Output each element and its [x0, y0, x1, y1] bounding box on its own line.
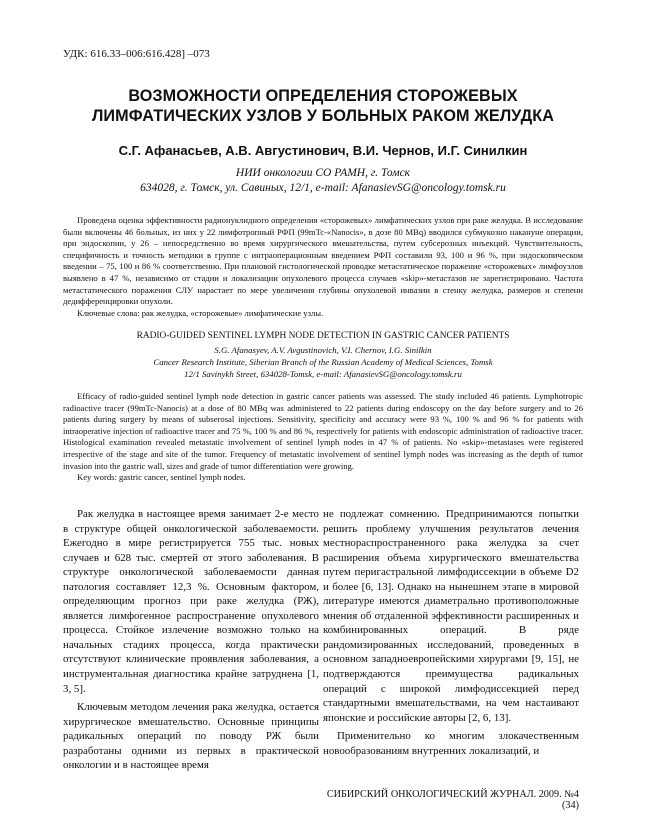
body-column-right: [323, 507, 579, 758]
journal-footer: СИБИРСКИЙ ОНКОЛОГИЧЕСКИЙ ЖУРНАЛ. 2009. №4 (34): [326, 789, 579, 811]
abstract-en-text: Efficacy of radio-guided sentinel lymph node detection in gastric cancer patients was assessed. The study included 46 patients. Lymphotropic radioactive tracer (99mTc-Nanocis) at a dose of 80 MBq was administered to 22 patients during endoscopy on the day before surgery and to 26 patients during surgery by means of subserosal injections. Sensitivity, specificity and accuracy were 93 %, 100 % and 96 % for patients with intraoperative injection of radioactive tracer and 75 %, 100 % and 86 %, respectively for patients with endoscopic administration of radioactive tracer. Histological examination revealed metastatic involvement of sentinel lymph nodes in 47 % of patients. No «skip»-metastases were registered irrespective of the stage and site of the tumor. Frequency of metastatic involvement of sentinel lymph nodes was increasing as the depth of tumor invasion into the gastric wall, sizes and grade of tumor differentiation were growing.: [63, 391, 583, 471]
affiliation-line-2: 634028, г. Томск, ул. Савиных, 12/1, e-mail: AfanasievSG@oncology.tomsk.ru: [140, 182, 506, 194]
keywords-en: Key words: gastric cancer, sentinel lymph nodes.: [77, 472, 246, 483]
title-line-1: ВОЗМОЖНОСТИ ОПРЕДЕЛЕНИЯ СТОРОЖЕВЫХ: [128, 87, 518, 105]
abstract-ru-text: Проведена оценка эффективности радионуклидного определения «сторожевых» лимфатических узлов при раке желудка. В исследование были включены 46 больных, из них у 22 лимфотропный РФП (99mTc-«Nanocis», в дозе 80 MBq) вводился субмукозно накануне операции, при эндоскопии, у 26 – непосредственно во время хирургического вмешательства, путем субсерозных инъекций. Чувствительность, специфичность и точность методики в группе с интраоперационным введением РФП составили 93, 100 и 96 %, при эндоскопическом введении – 75, 100 и 86 % соответственно. При плановой гистологической проводке метастатическое поражение «сторожевых» лимфоузлов выявлено в 47 %, независимо от стадии и локализации опухолевого процесса случаев «skip»-метастазов не зарегистрировано. Частота метастатического поражения СЛУ нарастает по мере увеличения глубины опухолевой инвазии в стенку желудка, размеров и степени дедифференцировки опухоли.: [63, 215, 583, 307]
body-paragraph: Применительно ко многим злокачественным новообразованиям внутренних локализаций, и: [323, 730, 579, 757]
udc-code: УДК: 616.33–006:616.428] –073: [63, 48, 210, 60]
abstract-ru: [63, 215, 583, 319]
body-paragraph: не подлежат сомнению. Предпринимаются попытки решить проблему улучшения результатов лечения местнораспространенного рака желудка за счет расширения объема хирургического вмешательства путем перигастральной лимфодиссекции в объеме D2 и более [6, 13]. Однако на нынешнем этапе в мировой литературе имеются диаметрально противоположные мнения об отдаленной эффективности расширенных и комбинированных операций. В ряде рандомизированных исследований, проведенных в основном западноевропейскими хирургами [9, 15], не подтверждаются преимущества радикальных операций с широкой лимфодиссекцией перед стандартными вмешательствами, на чем настаивают японские и российские авторы [2, 6, 13].: [323, 508, 579, 724]
body-column-left: [63, 507, 319, 773]
article-title: [40, 86, 606, 126]
affiliation-en-line-2: 12/1 Savinykh Street, 634028-Tomsk, e-mail: AfanasievSG@oncology.tomsk.ru: [184, 369, 462, 380]
affiliation-en-line-1: Cancer Research Institute, Siberian Branch of the Russian Academy of Medical Sciences, Tomsk: [153, 357, 493, 368]
title-en: RADIO-GUIDED SENTINEL LYMPH NODE DETECTION IN GASTRIC CANCER PATIENTS: [136, 331, 510, 341]
body-paragraph: Ключевым методом лечения рака желудка, остается хирургическое вмешательство. Основные принципы радикальных операций по поводу РЖ были разработаны одними из первых в практической онкологии и в настоящее время: [63, 701, 319, 772]
keywords-ru: Ключевые слова: рак желудка, «сторожевые» лимфатические узлы.: [77, 307, 324, 318]
affiliation-en: [63, 344, 583, 381]
authors-en: S.G. Afanasyev, A.V. Avgustinovich, V.I. Chernov, I.G. Sinilkin: [214, 345, 432, 355]
affiliation: [40, 166, 606, 196]
body-paragraph: Рак желудка в настоящее время занимает 2-е место в структуре общей онкологической заболеваемости. Ежегодно в мире регистрируется 755 тыс. новых случаев и 628 тыс. смертей от этого заболевания. В структуре онкологической заболеваемости данная патология составляет 12,3 %. Основным фактором, определяющим прогноз при раке желудка (РЖ), является лимфогенное распространение опухолевого процесса. Стойкое излечение возможно только на начальных стадиях процесса, когда практически отсутствуют клинические проявления заболевания, а инструментальная диагностика крайне затруднена [1, 3, 5].: [63, 508, 319, 695]
abstract-en: [63, 391, 583, 484]
affiliation-line-1: НИИ онкологии СО РАМН, г. Томск: [235, 167, 411, 179]
authors: С.Г. Афанасьев, А.В. Августинович, В.И. Чернов, И.Г. Синилкин: [118, 143, 528, 158]
title-line-2: ЛИМФАТИЧЕСКИХ УЗЛОВ У БОЛЬНЫХ РАКОМ ЖЕЛУДКА: [91, 107, 555, 125]
